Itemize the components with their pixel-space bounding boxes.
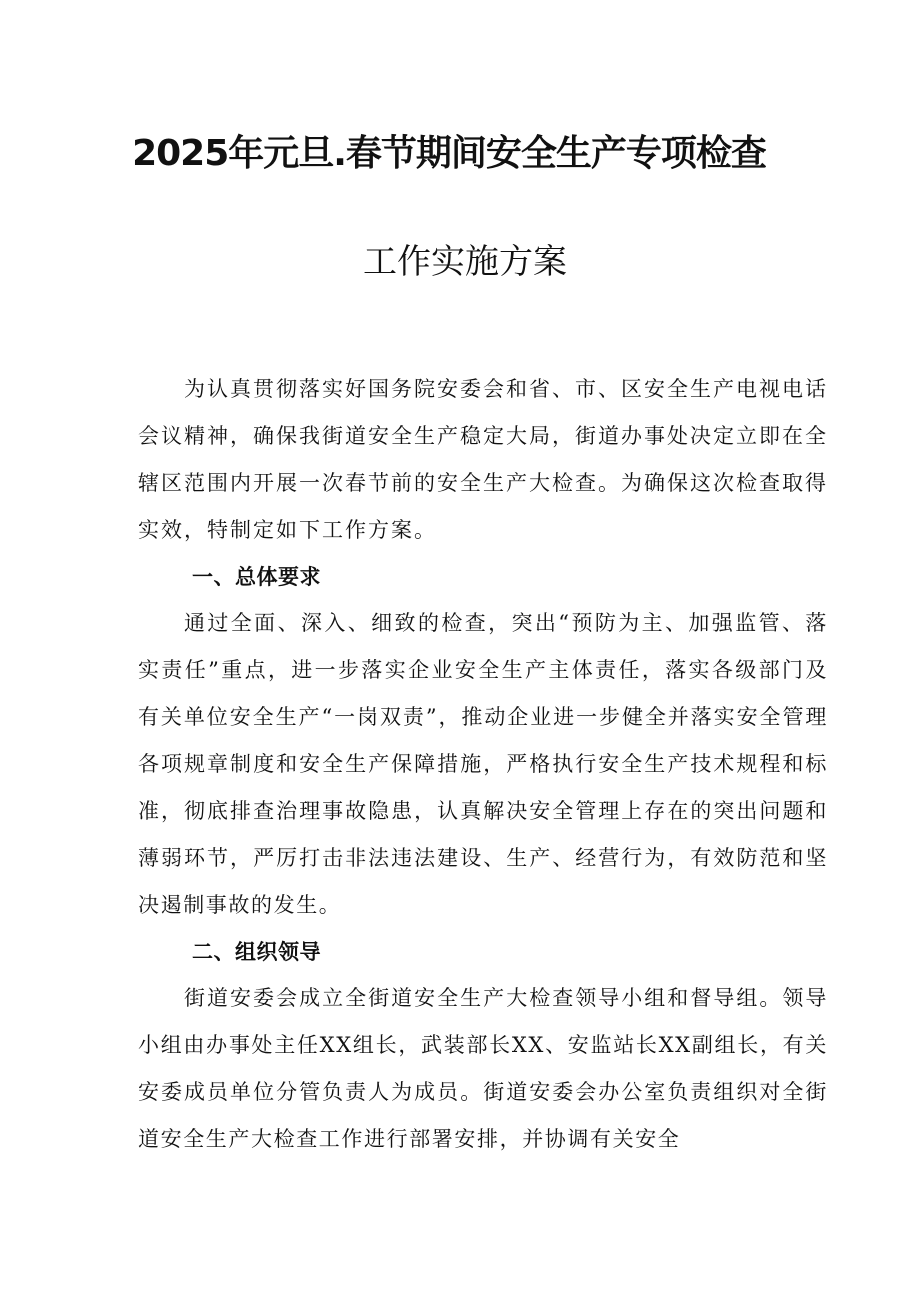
section-2-heading: 二、组织领导	[192, 940, 321, 964]
document-body	[138, 366, 828, 1163]
document-title-line-2: 工作实施方案	[363, 242, 567, 282]
section-2-paragraph: 街道安委会成立全街道安全生产大检查领导小组和督导组。领导小组由办事处主任XX组长，武装部长XX、安监站长XX副组长，有关安委成员单位分管负责人为成员。街道安委会办公室负责组织对全街道安全生产大检查工作进行部署安排，并协调有关安全	[138, 986, 828, 1151]
intro-paragraph: 为认真贯彻落实好国务院安委会和省、市、区安全生产电视电话会议精神，确保我街道安全生产稳定大局，街道办事处决定立即在全辖区范围内开展一次春节前的安全生产大检查。为确保这次检查取得实效，特制定如下工作方案。	[138, 377, 828, 542]
section-1-heading: 一、总体要求	[192, 565, 321, 589]
section-1-paragraph: 通过全面、深入、细致的检查，突出“预防为主、加强监管、落实责任”重点，进一步落实企业安全生产主体责任，落实各级部门及有关单位安全生产“一岗双责”，推动企业进一步健全并落实安全管理各项规章制度和安全生产保障措施，严格执行安全生产技术规程和标准，彻底排查治理事故隐患，认真解决安全管理上存在的突出问题和薄弱环节，严厉打击非法违法建设、生产、经营行为，有效防范和坚决遏制事故的发生。	[138, 611, 828, 917]
document-title-line-1: 2025年元旦.春节期间安全生产专项检查	[132, 133, 766, 174]
